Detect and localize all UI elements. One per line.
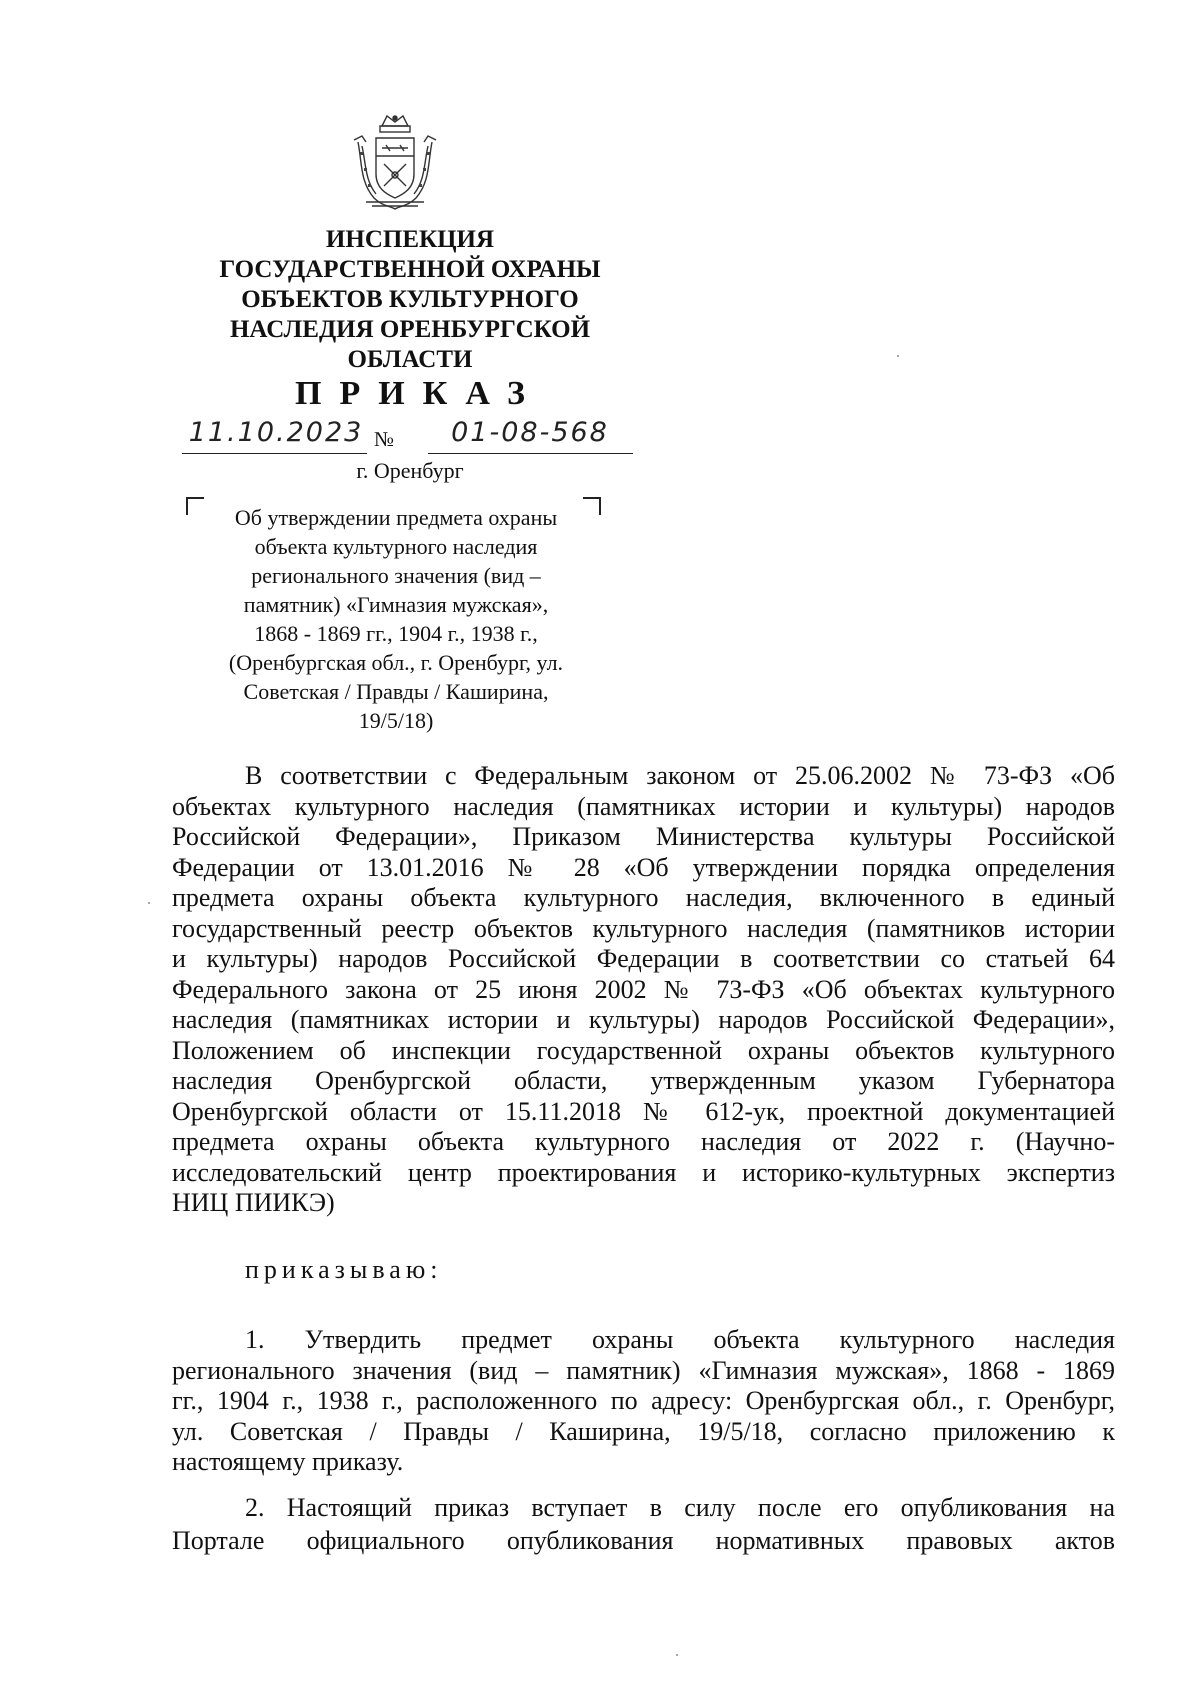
- scan-speck: [676, 1654, 678, 1656]
- coat-of-arms-icon: [352, 112, 438, 212]
- paragraph-line: и культуры) народов Российской Федерации в соответствии со статьей 64: [172, 944, 1115, 973]
- subject-line: (Оренбургская обл., г. Оренбург, ул.: [228, 650, 564, 675]
- paragraph-line: Оренбургской области от 15.11.2018 № 612-ук, проектной документацией: [172, 1096, 1115, 1126]
- paragraph-line: НИЦ ПИИКЭ): [172, 1188, 335, 1217]
- org-line: ОБЛАСТИ: [347, 346, 473, 373]
- subject-line: 19/5/18): [358, 708, 434, 733]
- paragraph-line: Федерации от 13.01.2016 № 28 «Об утверждении порядка определения: [172, 852, 1115, 882]
- scan-speck: [897, 355, 899, 357]
- org-line: ИНСПЕКЦИЯ: [325, 226, 495, 253]
- paragraph-line: предмета охраны объекта культурного наследия, включенного в единый: [172, 883, 1115, 912]
- paragraph-line: Портале официального опубликования нормативных правовых актов: [172, 1526, 1115, 1555]
- document-number: 01-08-568: [451, 417, 609, 448]
- paragraph-line: наследия Оренбургской области, утвержденным указом Губернатора: [172, 1066, 1115, 1095]
- subject-line: памятник) «Гимназия мужская»,: [243, 592, 549, 617]
- number-label: №: [374, 427, 395, 451]
- subject-line: Советская / Правды / Каширина,: [243, 679, 549, 704]
- paragraph-line: государственный реестр объектов культурного наследия (памятников истории: [172, 913, 1115, 943]
- paragraph-line: гг., 1904 г., 1938 г., расположенного по адресу: Оренбургская обл., г. Оренбург,: [172, 1386, 1115, 1415]
- subject-line: Об утверждении предмета охраны: [234, 505, 558, 530]
- scan-speck: [148, 902, 150, 904]
- paragraph-line: исследовательский центр проектирования и историко-культурных экспертиз: [172, 1157, 1115, 1187]
- paragraph-line: 2. Настоящий приказ вступает в силу после его опубликования на: [245, 1493, 1115, 1522]
- paragraph-line: настоящему приказу.: [172, 1447, 404, 1476]
- paragraph-line: В соответствии с Федеральным законом от 25.06.2002 № 73-ФЗ «Об: [245, 761, 1115, 790]
- decree-item-1: [172, 1325, 1115, 1478]
- number-underline: [428, 453, 633, 454]
- subject-line: 1868 - 1869 гг., 1904 г., 1938 г.,: [254, 621, 538, 646]
- paragraph-line: регионального значения (вид – памятник) «Гимназия мужская», 1868 - 1869: [172, 1355, 1115, 1385]
- paragraph-line: наследия (памятниках истории и культуры) народов Российской Федерации»,: [172, 1005, 1115, 1034]
- preamble-paragraph: [172, 761, 1115, 1219]
- paragraph-line: Положением об инспекции государственной охраны объектов культурного: [172, 1035, 1115, 1065]
- subject-line: регионального значения (вид –: [251, 563, 541, 588]
- org-line: НАСЛЕДИЯ ОРЕНБУРГСКОЙ: [229, 316, 591, 343]
- paragraph-line: предмета охраны объекта культурного наследия от 2022 г. (Научно-: [172, 1127, 1115, 1156]
- document-type-heading: ПРИКАЗ: [295, 375, 543, 412]
- document-date: 11.10.2023: [188, 417, 364, 448]
- subject-line: объекта культурного наследия: [254, 534, 538, 559]
- decree-item-2: [172, 1493, 1115, 1559]
- organization-title: [180, 225, 640, 375]
- paragraph-line: Федерального закона от 25 июня 2002 № 73-ФЗ «Об объектах культурного: [172, 974, 1115, 1004]
- paragraph-line: объектах культурного наследия (памятниках истории и культуры) народов: [172, 791, 1115, 821]
- decree-word: приказываю:: [245, 1255, 443, 1284]
- date-underline: [182, 453, 367, 454]
- org-line: ГОСУДАРСТВЕННОЙ ОХРАНЫ: [219, 256, 601, 283]
- document-subject: [196, 503, 596, 735]
- document-city: г. Оренбург: [356, 458, 464, 483]
- paragraph-line: Российской Федерации», Приказом Министерства культуры Российской: [172, 822, 1115, 851]
- paragraph-line: ул. Советская / Правды / Каширина, 19/5/18, согласно приложению к: [172, 1416, 1115, 1446]
- org-line: ОБЪЕКТОВ КУЛЬТУРНОГО: [241, 286, 579, 313]
- paragraph-line: 1. Утвердить предмет охраны объекта культурного наследия: [245, 1325, 1115, 1354]
